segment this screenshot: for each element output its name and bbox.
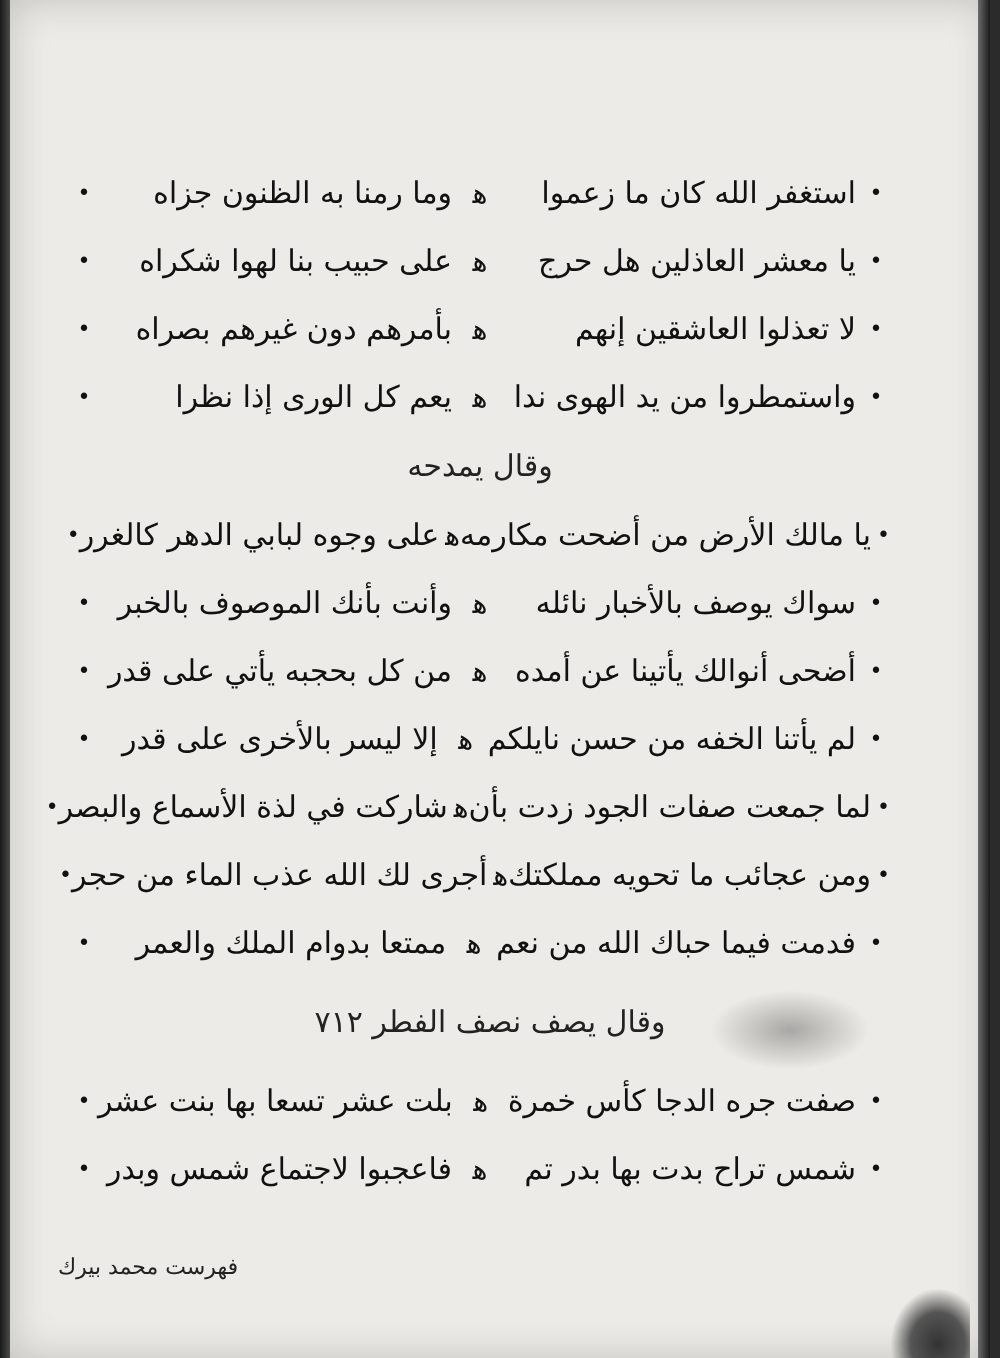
verse-dot-icon: • bbox=[77, 659, 91, 684]
verse-dot-icon: • bbox=[869, 249, 883, 274]
verse-separator-icon: ﻫ bbox=[472, 587, 488, 620]
verse-dot-icon: • bbox=[77, 317, 91, 342]
section-heading-2 bbox=[70, 978, 890, 1068]
section-1 bbox=[70, 160, 890, 432]
hemistich-first: يا مالك الأرض من أضحت مكارمه bbox=[460, 518, 872, 553]
verse-line bbox=[70, 910, 890, 978]
verse-dot-icon: • bbox=[59, 863, 73, 888]
hemistich-first: لما جمعت صفات الجود زدت بأن bbox=[468, 790, 872, 825]
verse-separator-icon: ﻫ bbox=[472, 245, 488, 278]
verse-dot-icon: • bbox=[869, 385, 883, 410]
verse-dot-icon: • bbox=[877, 795, 890, 820]
hemistich-second: وما رمنا به الظنون جزاه bbox=[153, 176, 452, 211]
hemistich-first: شمس تراح بدت بها بدر تم bbox=[524, 1152, 856, 1187]
hemistich-second: فاعجبوا لاجتماع شمس وبدر bbox=[106, 1152, 452, 1187]
section-heading-1: وقال يمدحه bbox=[407, 449, 553, 484]
hemistich-second: يعم كل الورى إذا نظرا bbox=[175, 380, 452, 415]
verse-dot-icon: • bbox=[869, 181, 883, 206]
poem-text bbox=[45, 160, 890, 1204]
verse-line bbox=[70, 228, 890, 296]
hemistich-first: لا تعذلوا العاشقين إنهم bbox=[574, 312, 856, 347]
footnote: فهرست محمد بيرك bbox=[58, 1255, 239, 1280]
binding-edge bbox=[0, 0, 10, 1358]
verse-dot-icon: • bbox=[77, 1089, 91, 1114]
hemistich-first: استغفر الله كان ما زعموا bbox=[541, 176, 856, 211]
hemistich-first: يا معشر العاذلين هل حرج bbox=[538, 244, 856, 279]
verse-line bbox=[70, 638, 890, 706]
verse-dot-icon: • bbox=[869, 591, 883, 616]
verse-dot-icon: • bbox=[869, 727, 883, 752]
hemistich-first: فدمت فيما حباك الله من نعم bbox=[496, 926, 856, 961]
hemistich-second: على وجوه لبابي الدهر كالغرر bbox=[79, 518, 440, 553]
hemistich-first: أضحى أنوالك يأتينا عن أمده bbox=[515, 654, 856, 689]
verse-separator-icon: ﻫ bbox=[472, 381, 488, 414]
page-edge-shadow bbox=[978, 0, 990, 1358]
verse-separator-icon: ﻫ bbox=[473, 1085, 489, 1118]
verse-dot-icon: • bbox=[877, 863, 890, 888]
verse-line bbox=[70, 296, 890, 364]
page-number: ٧١٢ bbox=[314, 1005, 363, 1040]
verse-separator-icon: ﻫ bbox=[472, 655, 488, 688]
hemistich-second: ممتعا بدوام الملك والعمر bbox=[135, 926, 447, 961]
verse-line bbox=[70, 1068, 890, 1136]
hemistich-second: وأنت بأنك الموصوف بالخبر bbox=[117, 586, 452, 621]
verse-separator-icon: ﻫ bbox=[466, 927, 482, 960]
verse-line bbox=[70, 570, 890, 638]
verse-separator-icon: ﻫ bbox=[453, 791, 469, 824]
thumb-shadow bbox=[890, 1288, 970, 1358]
heading-2-text: وقال يصف نصف الفطر bbox=[372, 1005, 666, 1040]
verse-dot-icon: • bbox=[869, 317, 883, 342]
verse-dot-icon: • bbox=[77, 591, 91, 616]
verse-line bbox=[70, 160, 890, 228]
hemistich-second: من كل بحجبه يأتي على قدر bbox=[107, 654, 452, 689]
hemistich-first: واستمطروا من يد الهوى ندا bbox=[513, 380, 856, 415]
verse-line bbox=[70, 1136, 890, 1204]
verse-dot-icon: • bbox=[877, 523, 890, 548]
verse-separator-icon: ﻫ bbox=[472, 177, 488, 210]
hemistich-second: على حبيب بنا لهوا شكراه bbox=[139, 244, 452, 279]
verse-dot-icon: • bbox=[869, 1089, 883, 1114]
hemistich-first: سواك يوصف بالأخبار نائله bbox=[535, 586, 856, 621]
verse-dot-icon: • bbox=[869, 659, 883, 684]
verse-separator-icon: ﻫ bbox=[472, 1153, 488, 1186]
hemistich-second: إلا ليسر بالأخرى على قدر bbox=[122, 722, 438, 757]
hemistich-first: ومن عجائب ما تحويه مملكتك bbox=[508, 858, 872, 893]
hemistich-second: شاركت في لذة الأسماع والبصر bbox=[58, 790, 448, 825]
hemistich-second: بلت عشر تسعا بها بنت عشر bbox=[98, 1084, 453, 1119]
verse-separator-icon: ﻫ bbox=[472, 313, 488, 346]
hemistich-second: بأمرهم دون غيرهم بصراه bbox=[135, 312, 452, 347]
manuscript-page bbox=[10, 0, 990, 1358]
hemistich-first: صفت جره الدجا كأس خمرة bbox=[507, 1084, 856, 1119]
hemistich-first: لم يأتنا الخفه من حسن نايلكم bbox=[487, 722, 856, 757]
section-3 bbox=[70, 1068, 890, 1204]
verse-separator-icon: ﻫ bbox=[445, 519, 461, 552]
verse-dot-icon: • bbox=[77, 931, 91, 956]
section-2 bbox=[45, 502, 890, 978]
verse-dot-icon: • bbox=[869, 1157, 883, 1182]
verse-dot-icon: • bbox=[77, 727, 91, 752]
verse-line bbox=[66, 502, 890, 570]
verse-dot-icon: • bbox=[77, 1157, 91, 1182]
hemistich-second: أجرى لك الله عذب الماء من حجر bbox=[72, 858, 488, 893]
verse-line bbox=[70, 706, 890, 774]
verse-line bbox=[59, 842, 890, 910]
verse-dot-icon: • bbox=[77, 249, 91, 274]
verse-separator-icon: ﻫ bbox=[458, 723, 474, 756]
verse-dot-icon: • bbox=[869, 931, 883, 956]
verse-line bbox=[70, 364, 890, 432]
verse-dot-icon: • bbox=[66, 523, 80, 548]
verse-dot-icon: • bbox=[77, 385, 91, 410]
verse-line bbox=[45, 774, 890, 842]
verse-dot-icon: • bbox=[77, 181, 91, 206]
verse-separator-icon: ﻫ bbox=[493, 859, 509, 892]
verse-dot-icon: • bbox=[45, 795, 59, 820]
